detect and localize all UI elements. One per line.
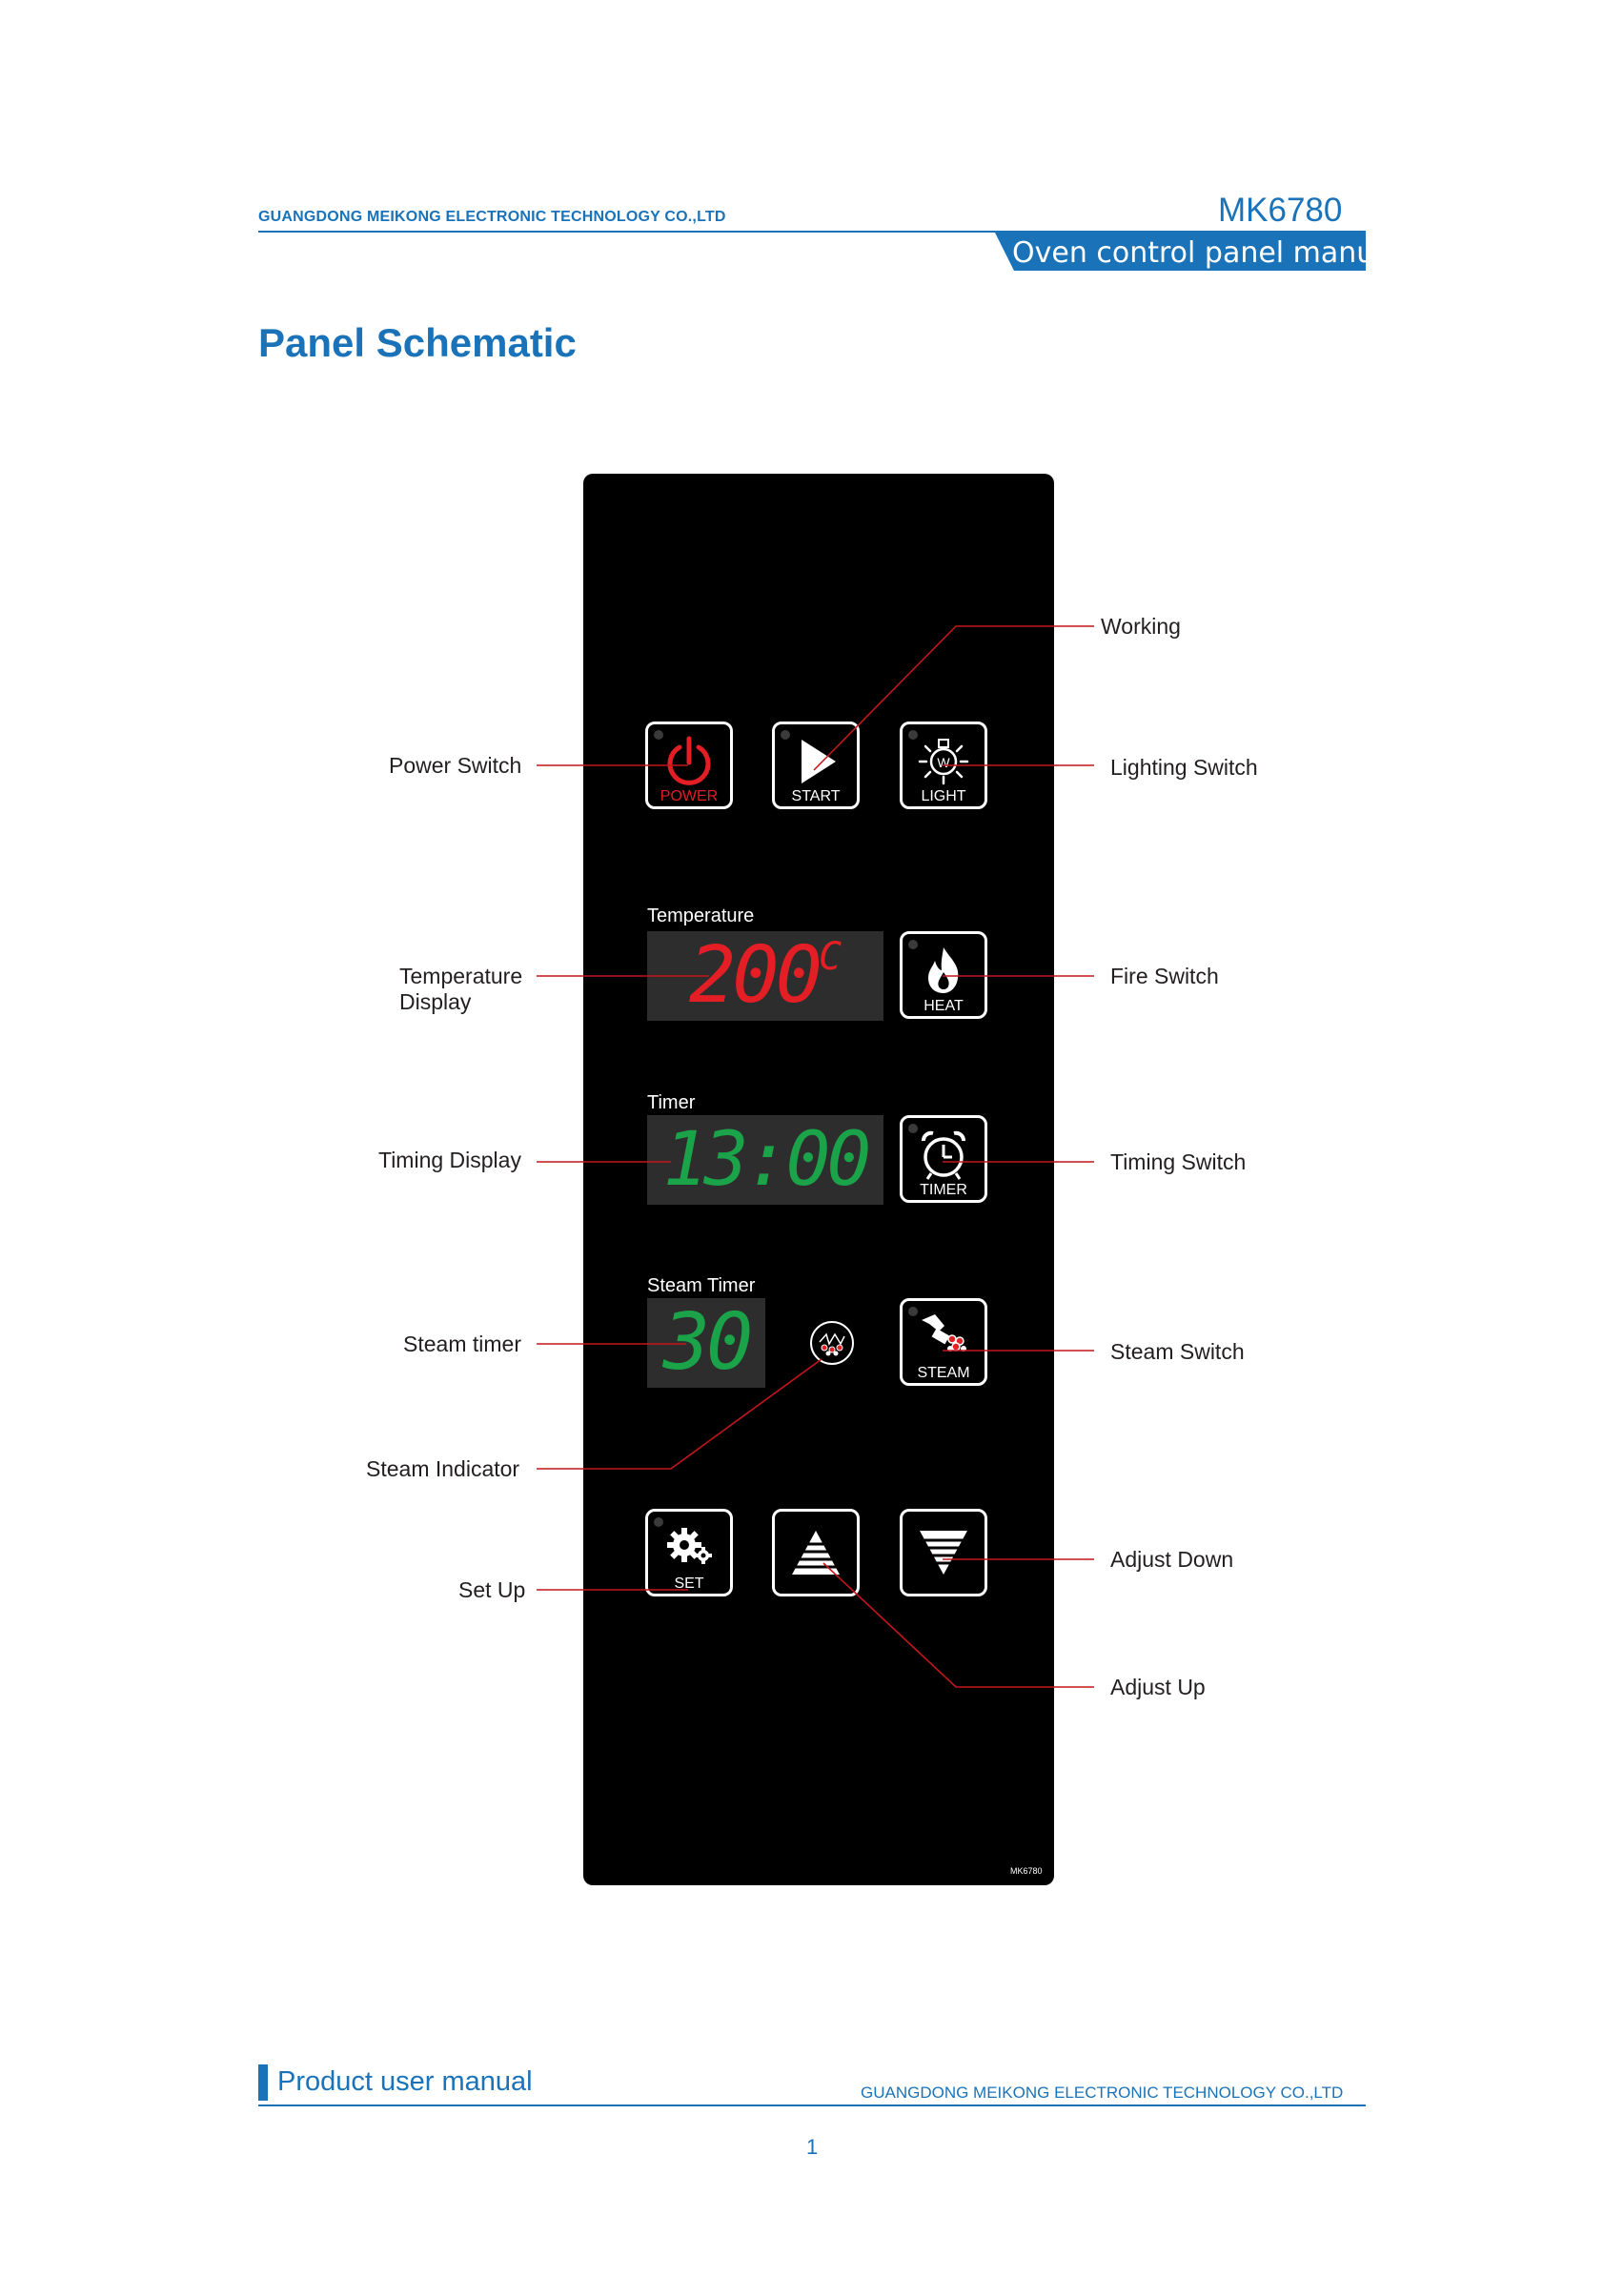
page-number: 1: [806, 2135, 819, 2159]
temperature-unit: C: [819, 935, 842, 979]
timer-display-title: Timer: [647, 1092, 696, 1113]
start-button-label: START: [791, 788, 841, 804]
callout-timing-switch: Timing Switch: [1110, 1149, 1247, 1174]
callout-steam-indicator: Steam Indicator: [366, 1456, 520, 1481]
temperature-display-title: Temperature: [647, 905, 755, 926]
timer-value: 13:00: [662, 1117, 868, 1203]
callout-set-up: Set Up: [458, 1577, 526, 1602]
callout-temperature-display-line2: Display: [399, 989, 472, 1014]
callout-timing-display: Timing Display: [378, 1148, 521, 1172]
header-model: MK6780: [1218, 192, 1343, 229]
callout-steam-switch: Steam Switch: [1110, 1339, 1245, 1364]
callout-adjust-down: Adjust Down: [1110, 1547, 1234, 1572]
panel-model-mark: MK6780: [1010, 1866, 1043, 1876]
timer-button-label: TIMER: [920, 1182, 967, 1198]
footer-rule: [258, 2104, 1366, 2106]
set-button-label: SET: [674, 1576, 704, 1592]
temperature-value: 200: [688, 930, 819, 1021]
leader-working: [814, 626, 1094, 770]
callout-adjust-up: Adjust Up: [1110, 1675, 1206, 1699]
callout-steam-timer: Steam timer: [403, 1332, 521, 1356]
steam-timer-value: 30: [662, 1297, 750, 1388]
callout-lighting-switch: Lighting Switch: [1110, 755, 1258, 780]
svg-text:W: W: [937, 755, 950, 770]
header-manual-title: Oven control panel manual: [1012, 236, 1401, 270]
callout-temperature-display-line1: Temperature: [399, 964, 523, 988]
heat-button-label: HEAT: [924, 998, 964, 1014]
steam-button-label: STEAM: [917, 1365, 970, 1381]
leader-adjust-up: [823, 1563, 1094, 1687]
header-company: GUANGDONG MEIKONG ELECTRONIC TECHNOLOGY CO.,LTD: [258, 209, 726, 225]
steam-timer-display-title: Steam Timer: [647, 1275, 756, 1296]
callout-fire-switch: Fire Switch: [1110, 964, 1219, 988]
footer-company: GUANGDONG MEIKONG ELECTRONIC TECHNOLOGY CO.,LTD: [861, 2084, 1344, 2102]
callout-working: Working: [1101, 614, 1181, 639]
leader-steam-indicator: [537, 1359, 822, 1469]
footer-accent-bar: [258, 2064, 268, 2101]
callout-power-switch: Power Switch: [389, 753, 522, 778]
light-button-label: LIGHT: [921, 788, 966, 804]
footer-title: Product user manual: [277, 2066, 533, 2097]
power-button-label: POWER: [660, 788, 719, 804]
section-title: Panel Schematic: [258, 320, 577, 365]
